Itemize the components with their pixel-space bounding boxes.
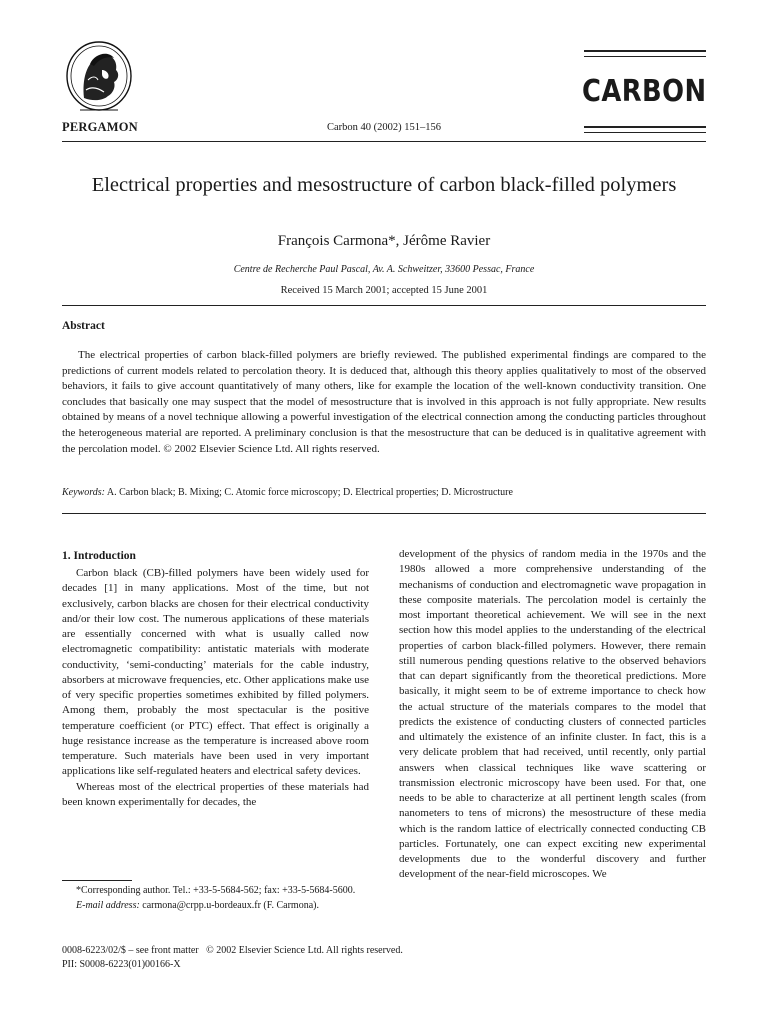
received-dates: Received 15 March 2001; accepted 15 June 2001 — [280, 285, 488, 296]
abstract-heading: Abstract — [62, 320, 105, 332]
footnote — [62, 883, 369, 913]
footnote-email — [62, 898, 369, 913]
footnote-corresponding: *Corresponding author. Tel.: +33-5-5684-562; fax: +33-5-5684-5600. — [76, 885, 356, 896]
pii-line: PII: S0008-6223(01)00166-X — [62, 959, 181, 970]
author-affiliation: Centre de Recherche Paul Pascal, Av. A. Schweitzer, 33600 Pessac, France — [233, 264, 535, 275]
journal-name: CARBON — [582, 74, 707, 109]
section-heading-introduction: 1. Introduction — [62, 550, 136, 562]
copyright-info — [62, 944, 403, 972]
article-title: Electrical properties and mesostructure of carbon black-filled polymers — [91, 174, 677, 196]
title-rule — [62, 305, 706, 306]
journal-rule-top-2 — [584, 56, 706, 57]
keywords-label: Keywords: — [62, 487, 105, 498]
journal-rule-bottom-1 — [584, 126, 706, 128]
intro-paragraph-2: Whereas most of the electrical properties of these materials had been known experimentally for decades, the — [62, 780, 369, 808]
journal-rule-bottom-2 — [584, 132, 706, 133]
intro-paragraph-continued: development of the physics of random media in the 1970s and the 1980s allowed a more comprehensive understanding of the mechanisms of conduction and electromagnetic wave propagation in these composite materials. The percolation model is certainly the most important theoretical achievement. We will see in the next section how this model applies to the understanding of the electrical properties of carbon black-filled polymers. However, there remain still numerous pending questions relative to the observed behaviors that can depart significantly from the theoretical predictions. More basically, it might seem to be of extreme importance to check how the actual structure of the materials compares to the model that predicts the existence of conducting clusters of connected particles and ultimately the existence of an infinite cluster. In fact, this is a very delicate problem that had received, until recently, only partial answers when classical techniques like wave scattering or transmission electronic microscopy have been used. For that, one needs to be able to characterize at all pertinent length scales (from nanometers to tens of microns) the mesostructure of these media which is the random lattice of electrically connected conducting CB particles. Fortunately, one can expect exciting new experimental developments due to the wonderful discovery and further development of the near-field microscopes. We — [399, 548, 706, 881]
keywords-text: A. Carbon black; B. Mixing; C. Atomic force microscopy; D. Electrical properties; D. Microstructure — [104, 487, 513, 498]
pergamon-logo — [64, 40, 134, 118]
email-label: E-mail address: — [76, 900, 140, 911]
journal-rule-top-1 — [584, 50, 706, 52]
body-column-left — [62, 566, 369, 810]
footnote-rule — [62, 880, 132, 881]
publisher-name: PERGAMON — [62, 120, 138, 134]
keywords — [62, 487, 706, 498]
abstract-text: The electrical properties of carbon black-filled polymers are briefly reviewed. The published experimental findings are compared to the predictions of current models related to percolation theory. It is deduced that, although this theory applies qualitatively to most of the observed behaviors, it fails to give account quantitatively of many others, like for example the location of the well-known conductivity transition. One concludes that basically one may suspect that the model of mesostructure that is involved in this approach is not fully appropriate. New results obtained by means of a novel technique allowing a powerful investigation of the electrical connection among the conducting particles throughout the heterogeneous material are reported. A preliminary conclusion is that the mesostructure that can be deduced is in qualitative agreement with the percolation model. © 2002 Elsevier Science Ltd. All rights reserved. — [62, 349, 706, 455]
abstract-rule — [62, 513, 706, 514]
header-rule — [62, 141, 706, 142]
copyright-line: 0008-6223/02/$ – see front matter © 2002 Elsevier Science Ltd. All rights reserved. — [62, 945, 403, 956]
article-authors: François Carmona*, Jérôme Ravier — [277, 233, 491, 249]
body-column-right — [399, 547, 706, 883]
intro-paragraph-1: Carbon black (CB)-filled polymers have been widely used for decades [1] in many applications. Most of the time, but not exclusively, carbon blacks are chosen for their electrical conductivity and/or their low cost. The numerous applications of these materials are essentially concerned with what is usually called now electromagnetic compatibility: antistatic materials with moderate conductivity, ‘semi-conducting’ materials for the cable industry, absorbers at microwave frequencies, etc. Other applications make use of very specific properties sometimes exhibited by filled polymers. Among them, probably the most spectacular is the positive temperature coefficient (or PTC) effect. That effect is originally a huge resistance increase as the temperature is increased above room temperature. Such materials have been used in very important applications like self-regulated heaters and electrical safety devices. — [62, 567, 369, 778]
email-value: carmona@crpp.u-bordeaux.fr (F. Carmona). — [139, 900, 319, 911]
journal-citation: Carbon 40 (2002) 151–156 — [326, 122, 442, 133]
